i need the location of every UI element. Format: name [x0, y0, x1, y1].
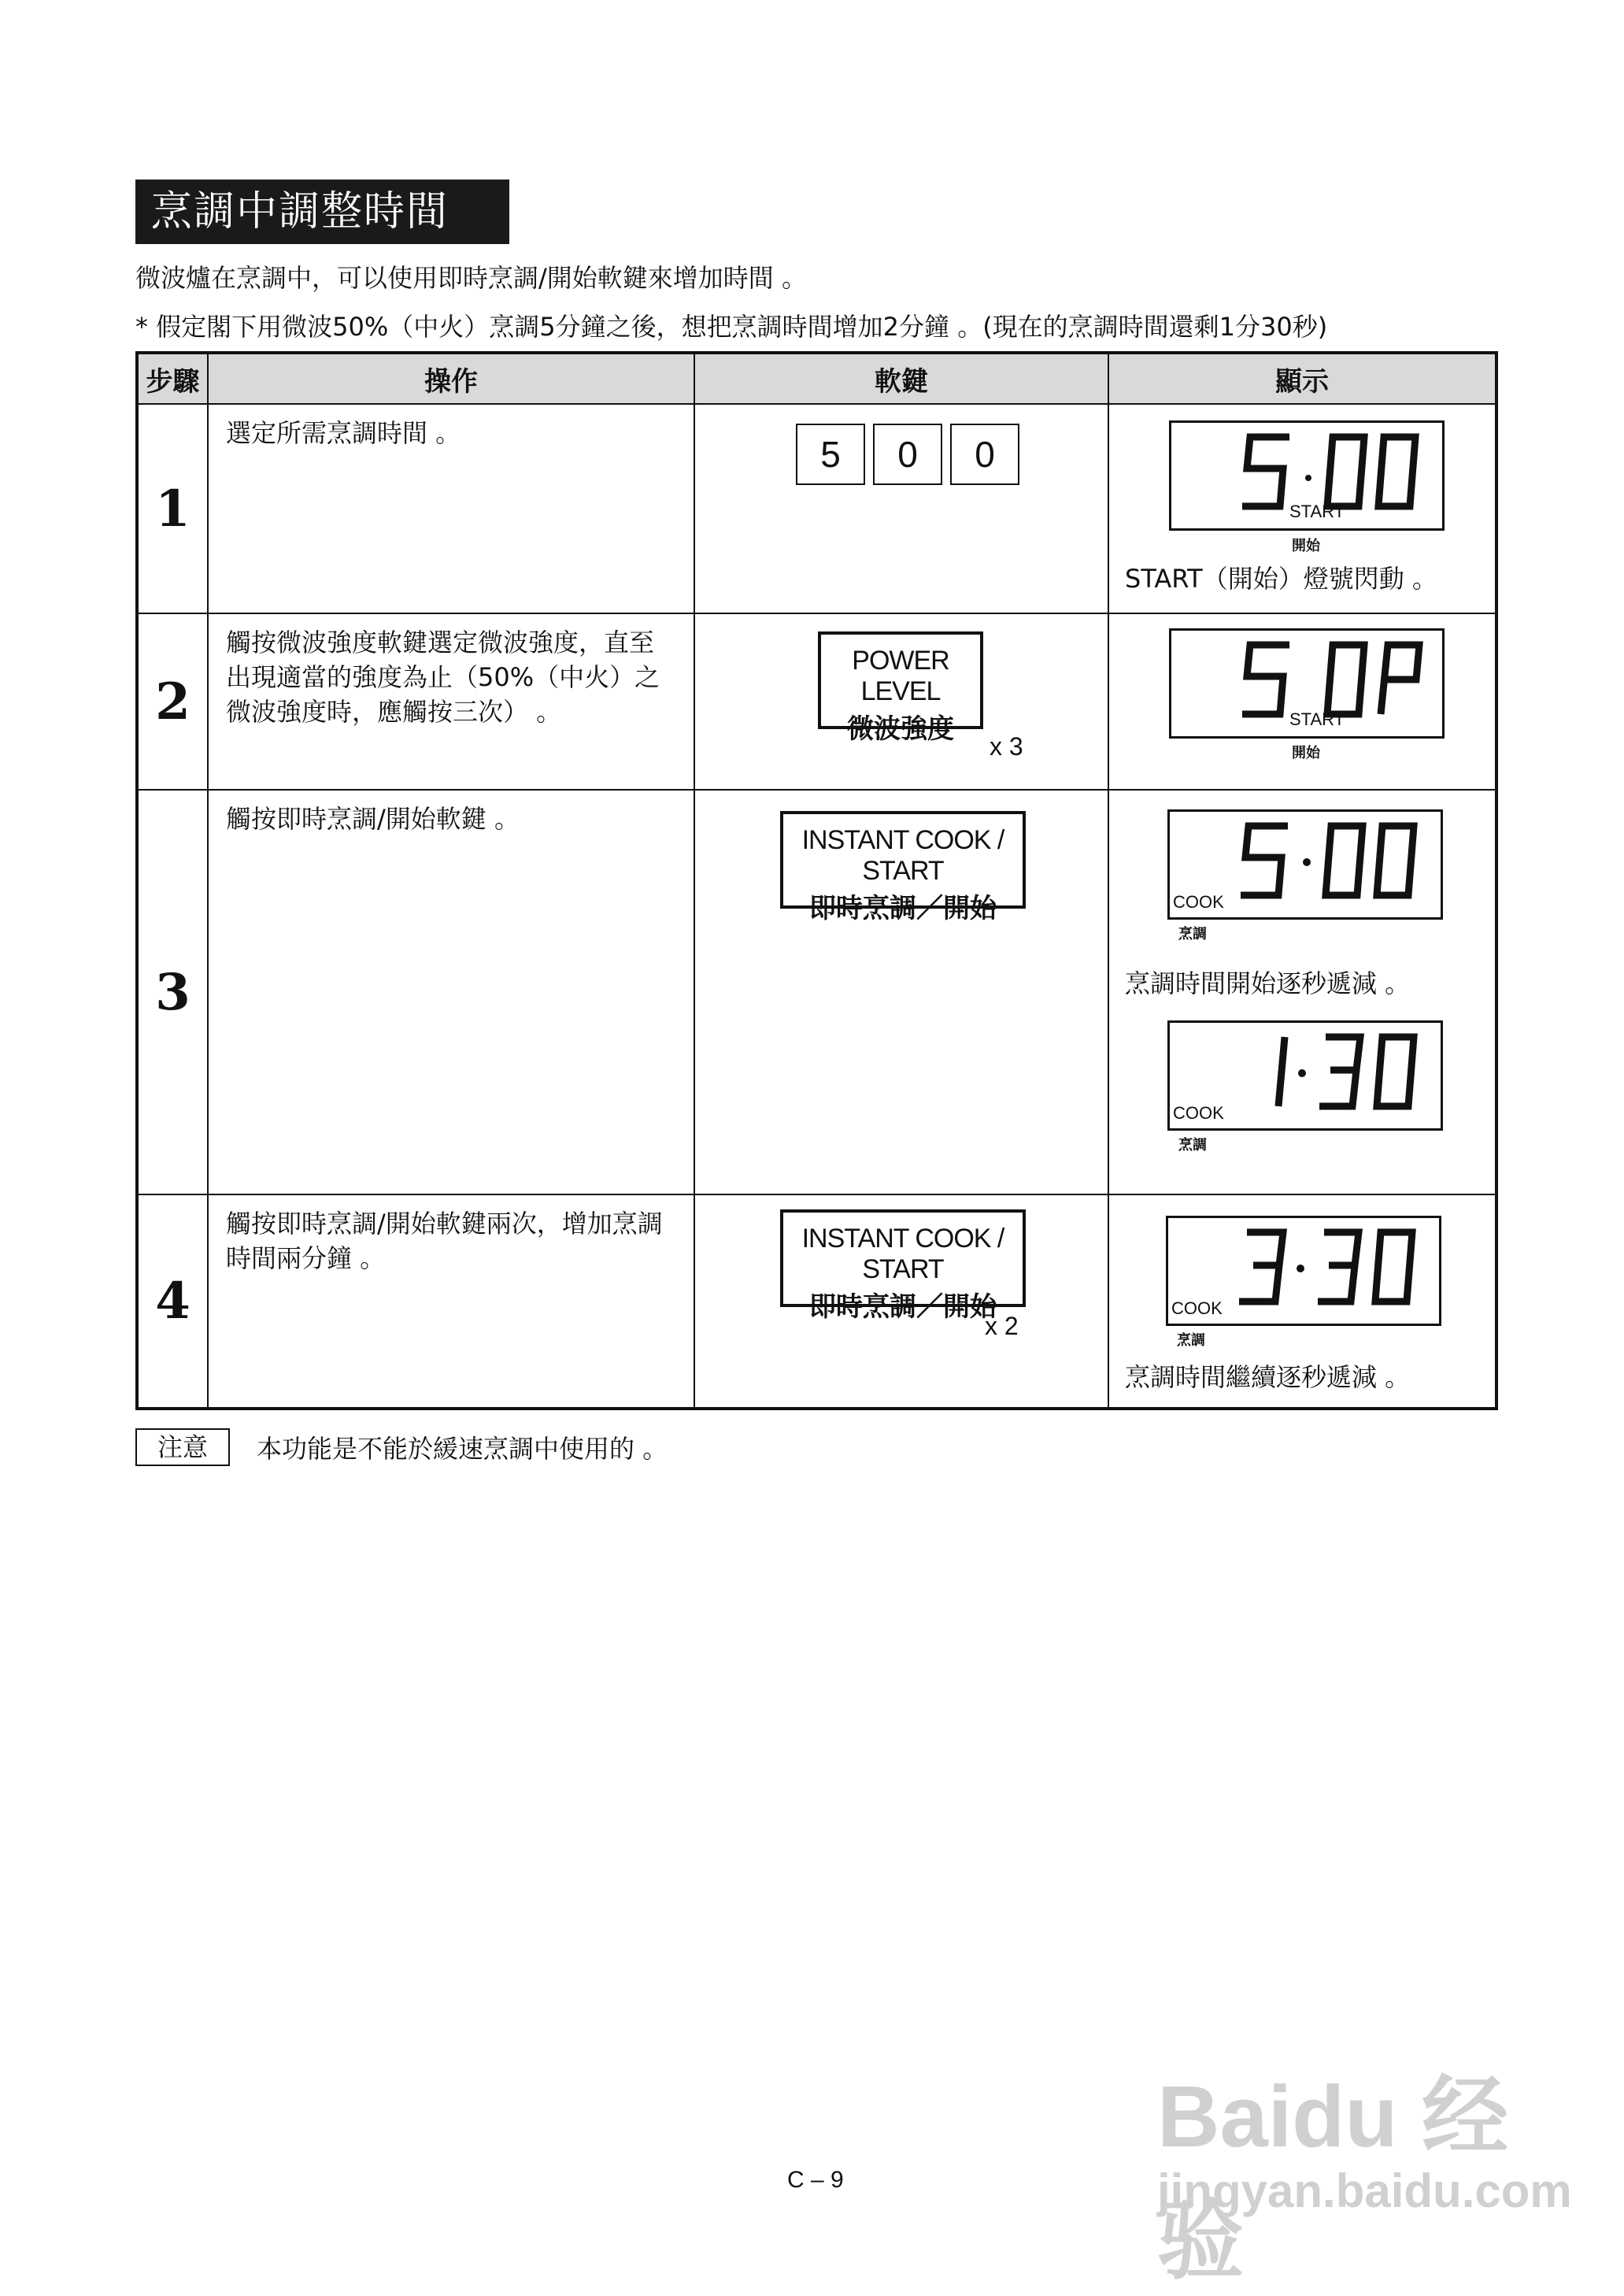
key-label-en: INSTANT COOK / START	[801, 825, 1004, 886]
lcd-indicator-zh: 開始	[1292, 538, 1320, 554]
step-operation: 觸按即時烹調/開始軟鍵兩次，增加烹調時間兩分鐘 。	[208, 1194, 694, 1409]
table-header-row	[137, 353, 1496, 404]
lcd-digits-1-30	[1233, 1029, 1422, 1116]
lcd-display	[1169, 420, 1445, 531]
step-operation: 觸按微波強度軟鍵選定微波強度，直至出現適當的強度為止（50%（中火）之微波強度時，應觸按三次） 。	[208, 613, 694, 790]
baidu-watermark	[1157, 2047, 1572, 2290]
table-row	[137, 1194, 1496, 1409]
lcd-digits-3-30	[1231, 1224, 1420, 1311]
step-number: 3	[137, 790, 208, 1194]
key-label-en: INSTANT COOK / START	[801, 1224, 1004, 1284]
header-step: 步驟	[137, 353, 208, 404]
key-label-zh: 即時烹調／開始	[809, 1291, 997, 1323]
press-multiplier: x 2	[985, 1312, 1019, 1340]
power-level-button[interactable]	[818, 631, 983, 745]
lcd-indicator: COOK	[1171, 1298, 1223, 1318]
display-cell	[1108, 613, 1496, 790]
display-cell	[1108, 1194, 1496, 1409]
key-label-en: POWER LEVEL	[852, 646, 949, 706]
instant-cook-start-button[interactable]	[780, 1209, 1026, 1323]
lcd-indicator: COOK	[1173, 1103, 1224, 1123]
watermark-url: jingyan.baidu.com	[1157, 2165, 1572, 2217]
digit-keys	[796, 424, 1019, 485]
lcd-indicator: START	[1289, 709, 1345, 729]
key-cell	[694, 404, 1108, 613]
key-label-zh: 微波強度	[847, 713, 954, 745]
display-note: 烹調時間繼續逐秒遞減 。	[1125, 1362, 1411, 1392]
intro-text: 微波爐在烹調中，可以使用即時烹調/開始軟鍵來增加時間 。	[135, 263, 807, 293]
table-row	[137, 790, 1496, 1194]
step-number: 1	[137, 404, 208, 613]
lcd-display	[1166, 1216, 1441, 1326]
lcd-indicator-zh: 烹調	[1178, 1137, 1207, 1154]
assumption-note: * 假定閣下用微波50%（中火）烹調5分鐘之後，想把烹調時間增加2分鐘 。(現在的烹調時間還剩1分30秒)	[135, 312, 1328, 342]
step-operation: 選定所需烹調時間 。	[208, 404, 694, 613]
lcd-indicator: START	[1289, 502, 1345, 521]
step-operation: 觸按即時烹調/開始軟鍵 。	[208, 790, 694, 1194]
header-operation: 操作	[208, 353, 694, 404]
display-note: START（開始）燈號閃動 。	[1125, 564, 1437, 594]
lcd-indicator: COOK	[1173, 892, 1224, 912]
digit-key-0[interactable]: 0	[950, 424, 1019, 485]
lcd-indicator-zh: 烹調	[1177, 1332, 1205, 1349]
key-cell	[694, 1194, 1108, 1409]
table-row	[137, 613, 1496, 790]
page-number: C – 9	[787, 2167, 844, 2193]
lcd-digits-5-00	[1233, 818, 1422, 905]
lcd-indicator-zh: 烹調	[1178, 926, 1207, 942]
key-cell	[694, 790, 1108, 1194]
key-cell	[694, 613, 1108, 790]
key-label-zh: 即時烹調／開始	[809, 893, 997, 924]
watermark-logo: Baidu 经验	[1157, 2068, 1509, 2290]
header-display: 顯示	[1108, 353, 1496, 404]
display-cell	[1108, 404, 1496, 613]
display-note: 烹調時間開始逐秒遞減 。	[1125, 968, 1411, 998]
steps-table	[135, 351, 1498, 1410]
step-number: 4	[137, 1194, 208, 1409]
lcd-display	[1169, 628, 1445, 739]
caution-note	[135, 1428, 668, 1466]
page-title: 烹調中調整時間	[135, 180, 509, 244]
lcd-display-second	[1167, 1020, 1443, 1131]
caution-text: 本功能是不能於緩速烹調中使用的 。	[257, 1434, 668, 1464]
instant-cook-start-button[interactable]	[780, 811, 1026, 924]
lcd-indicator-zh: 開始	[1292, 745, 1320, 761]
step-number: 2	[137, 613, 208, 790]
display-cell	[1108, 790, 1496, 1194]
caution-tag: 注意	[135, 1428, 230, 1466]
digit-key-5[interactable]: 5	[796, 424, 865, 485]
press-multiplier: x 3	[990, 732, 1023, 761]
lcd-display	[1167, 809, 1443, 920]
digit-key-0[interactable]: 0	[873, 424, 942, 485]
header-key: 軟鍵	[694, 353, 1108, 404]
table-row	[137, 404, 1496, 613]
